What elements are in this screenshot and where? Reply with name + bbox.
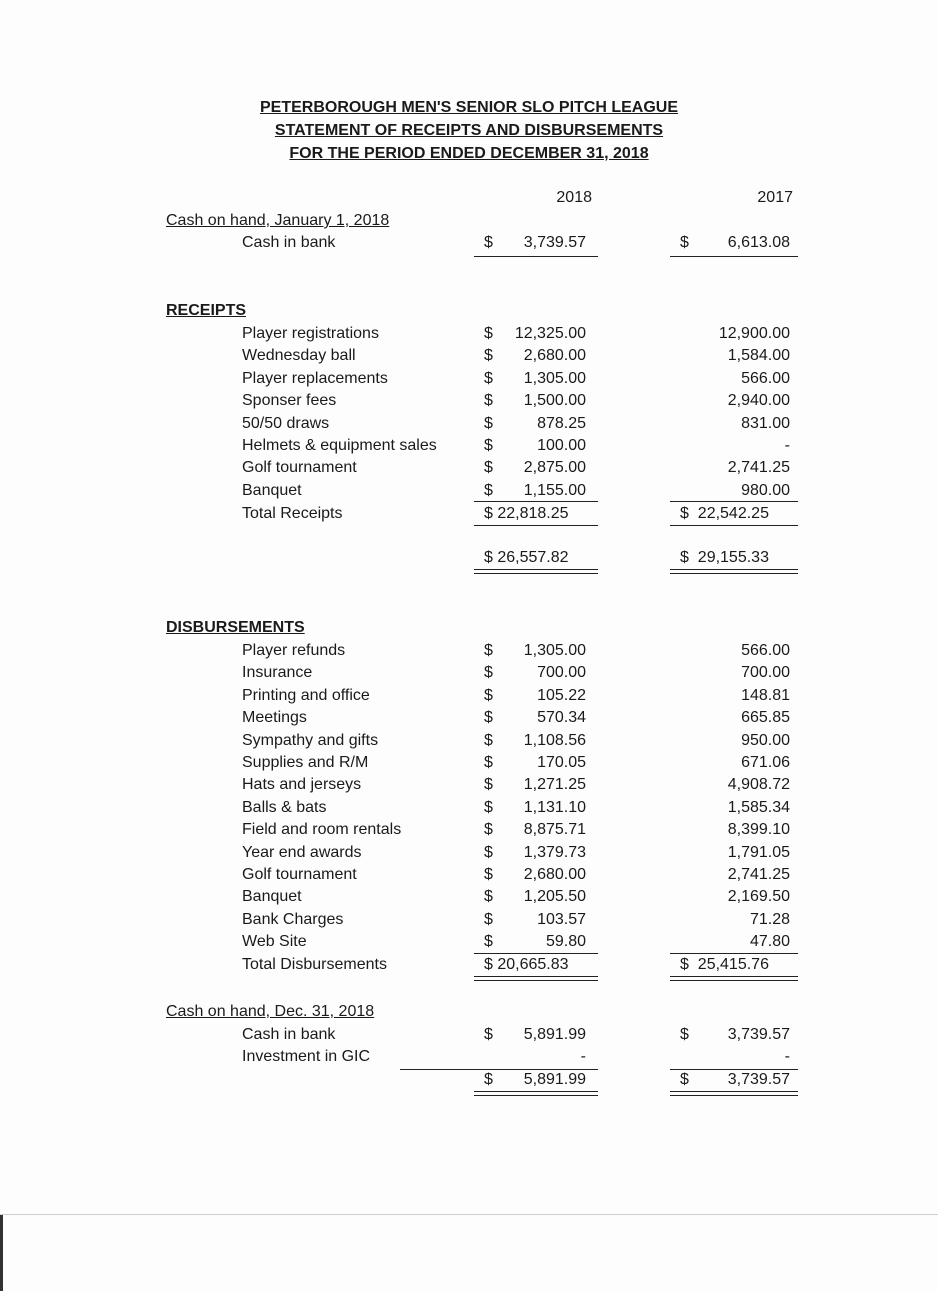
row-label: Banquet (242, 481, 302, 499)
row-dollar-2018: $ (484, 709, 493, 727)
row-value-2018: 1,205.50 (523, 888, 586, 906)
row-dollar-2018: $ (484, 369, 493, 387)
row-value-2018: 1,271.25 (523, 776, 586, 794)
row-label: Wednesday ball (242, 347, 356, 365)
row-value-2017: 671.06 (741, 754, 790, 771)
row-label: Bank Charges (242, 910, 344, 928)
row-dollar-2018: $ (484, 1026, 493, 1043)
row-value-2017: 1,584.00 (727, 347, 790, 365)
column-header-2017: 2017 (757, 189, 793, 206)
opening-rule-2017 (670, 256, 798, 257)
row-value-2017: 3,739.57 (727, 1026, 790, 1043)
row-value-2017: 1,585.34 (727, 798, 790, 816)
row-value-2017: 665.85 (741, 709, 790, 727)
closing-total-2018: 5,891.99 (523, 1071, 586, 1088)
row-value-2017: - (784, 437, 790, 454)
row-value-2017: 12,900.00 (718, 325, 790, 342)
scan-edge (0, 1215, 3, 1291)
disbursements-rule-2017 (670, 953, 798, 954)
row-value-2018: 5,891.99 (523, 1026, 586, 1043)
row-dollar-2018: $ (484, 347, 493, 365)
disbursements-total-2018: $ 20,665.83 (484, 956, 569, 973)
row-value-2017: 2,741.25 (727, 866, 790, 883)
row-value-2017: 566.00 (741, 369, 790, 387)
row-value-2018: 1,305.00 (523, 642, 586, 659)
row-dollar-2018: $ (484, 754, 493, 771)
row-label: Helmets & equipment sales (242, 437, 437, 454)
receipts-total-rule-2017 (670, 525, 798, 526)
row-dollar-2018: $ (484, 776, 493, 794)
row-label: Year end awards (242, 843, 362, 861)
closing-total-dollar-2018: $ (484, 1071, 493, 1088)
row-value-2017: 2,940.00 (727, 392, 790, 410)
closing-total-2017: 3,739.57 (727, 1071, 790, 1088)
column-header-2018: 2018 (556, 189, 592, 206)
row-value-2018: 1,379.73 (523, 843, 586, 861)
receipts-rule-2018 (474, 501, 598, 502)
cash-available-rule-2017 (670, 569, 798, 574)
closing-total-rule-2018 (474, 1091, 598, 1096)
row-dollar-2018: $ (484, 798, 493, 816)
closing-cash-heading: Cash on hand, Dec. 31, 2018 (166, 1003, 375, 1020)
row-label: Balls & bats (242, 798, 327, 816)
row-value-2017: 47.80 (749, 933, 790, 951)
closing-rule-2018 (400, 1069, 598, 1070)
row-label: Sponser fees (242, 392, 337, 410)
row-value-2017: 8,399.10 (727, 821, 790, 839)
receipts-total-2018: $ 22,818.25 (484, 505, 569, 522)
disbursements-heading: DISBURSEMENTS (166, 619, 305, 636)
row-dollar-2018: $ (484, 392, 493, 410)
row-label: Golf tournament (242, 459, 357, 477)
closing-total-rule-2017 (670, 1091, 798, 1096)
report-title-line2: STATEMENT OF RECEIPTS AND DISBURSEMENTS (274, 122, 664, 139)
row-label: Printing and office (242, 686, 370, 704)
opening-cash-heading: Cash on hand, January 1, 2018 (166, 212, 390, 229)
page-divider (0, 1214, 938, 1215)
row-value-2017: 2,169.50 (727, 888, 790, 906)
row-label: Player registrations (242, 325, 379, 342)
row-label: Meetings (242, 709, 307, 727)
row-value-2017: 1,791.05 (727, 843, 790, 861)
row-label: Golf tournament (242, 866, 357, 883)
receipts-total-rule-2018 (474, 525, 598, 526)
opening-dollar-2017: $ (680, 234, 689, 251)
row-value-2018: 2,680.00 (523, 866, 586, 883)
row-value-2018: 12,325.00 (514, 325, 586, 342)
receipts-total-label: Total Receipts (242, 505, 343, 522)
row-value-2017: 950.00 (741, 731, 790, 749)
row-dollar-2018: $ (484, 642, 493, 659)
row-dollar-2018: $ (484, 437, 493, 454)
row-value-2018: 700.00 (537, 664, 586, 682)
row-value-2017: 831.00 (741, 414, 790, 432)
row-value-2018: 2,680.00 (523, 347, 586, 365)
closing-total-dollar-2017: $ (680, 1071, 689, 1088)
row-dollar-2018: $ (484, 888, 493, 906)
row-label: Player replacements (242, 369, 388, 387)
row-label: Hats and jerseys (242, 776, 362, 794)
row-value-2018: 1,305.00 (523, 369, 586, 387)
row-value-2017: - (784, 1048, 790, 1066)
row-value-2018: 570.34 (537, 709, 586, 727)
row-label: Cash in bank (242, 1026, 336, 1043)
row-value-2018: 103.57 (537, 910, 586, 928)
row-value-2017: 71.28 (749, 910, 790, 928)
row-dollar-2017: $ (680, 1026, 689, 1043)
row-value-2017: 700.00 (741, 664, 790, 682)
row-value-2018: 1,500.00 (523, 392, 586, 410)
cash-available-rule-2018 (474, 569, 598, 574)
row-dollar-2018: $ (484, 821, 493, 839)
opening-value-2018: 3,739.57 (523, 234, 586, 251)
report-title-line1: PETERBOROUGH MEN'S SENIOR SLO PITCH LEAGUE (259, 99, 679, 116)
row-value-2017: 2,741.25 (727, 459, 790, 477)
opening-value-2017: 6,613.08 (727, 234, 790, 251)
row-value-2017: 4,908.72 (727, 776, 790, 794)
row-label: Field and room rentals (242, 821, 402, 839)
row-value-2018: 1,131.10 (523, 798, 586, 816)
disbursements-total-rule-2018 (474, 976, 598, 981)
row-value-2017: 566.00 (741, 642, 790, 659)
row-value-2018: 1,108.56 (523, 731, 586, 749)
row-dollar-2018: $ (484, 686, 493, 704)
row-label: Insurance (242, 664, 313, 682)
row-label: Banquet (242, 888, 302, 906)
row-label: Sympathy and gifts (242, 731, 379, 749)
disbursements-total-2017: $ 25,415.76 (680, 956, 769, 973)
receipts-heading: RECEIPTS (166, 302, 247, 319)
row-dollar-2018: $ (484, 866, 493, 883)
report-title-line3: FOR THE PERIOD ENDED DECEMBER 31, 2018 (289, 145, 649, 162)
row-dollar-2018: $ (484, 481, 493, 499)
disbursements-total-label: Total Disbursements (242, 956, 387, 973)
disbursements-rule-2018 (474, 953, 598, 954)
row-value-2018: 100.00 (537, 437, 586, 454)
row-dollar-2018: $ (484, 933, 493, 951)
row-value-2017: 980.00 (741, 481, 790, 499)
row-dollar-2018: $ (484, 843, 493, 861)
row-value-2018: 8,875.71 (523, 821, 586, 839)
row-value-2018: - (580, 1048, 586, 1066)
row-value-2018: 2,875.00 (523, 459, 586, 477)
row-label: Investment in GIC (242, 1048, 371, 1066)
cash-available-2018: $ 26,557.82 (484, 549, 569, 566)
row-label: Web Site (242, 933, 307, 951)
receipts-rule-2017 (670, 501, 798, 502)
row-value-2018: 105.22 (537, 686, 586, 704)
opening-rule-2018 (474, 256, 598, 257)
row-value-2018: 59.80 (545, 933, 586, 951)
receipts-total-2017: $ 22,542.25 (680, 505, 769, 522)
row-dollar-2018: $ (484, 664, 493, 682)
row-value-2018: 170.05 (537, 754, 586, 771)
row-dollar-2018: $ (484, 910, 493, 928)
row-label: Supplies and R/M (242, 754, 369, 771)
row-dollar-2018: $ (484, 414, 493, 432)
row-dollar-2018: $ (484, 325, 493, 342)
opening-cash-label: Cash in bank (242, 234, 336, 251)
row-dollar-2018: $ (484, 459, 493, 477)
opening-dollar-2018: $ (484, 234, 493, 251)
row-value-2018: 1,155.00 (523, 481, 586, 499)
row-value-2017: 148.81 (741, 686, 790, 704)
row-value-2018: 878.25 (537, 414, 586, 432)
closing-rule-2017 (670, 1069, 798, 1070)
row-label: Player refunds (242, 642, 346, 659)
row-label: 50/50 draws (242, 414, 330, 432)
row-dollar-2018: $ (484, 731, 493, 749)
cash-available-2017: $ 29,155.33 (680, 549, 769, 566)
disbursements-total-rule-2017 (670, 976, 798, 981)
